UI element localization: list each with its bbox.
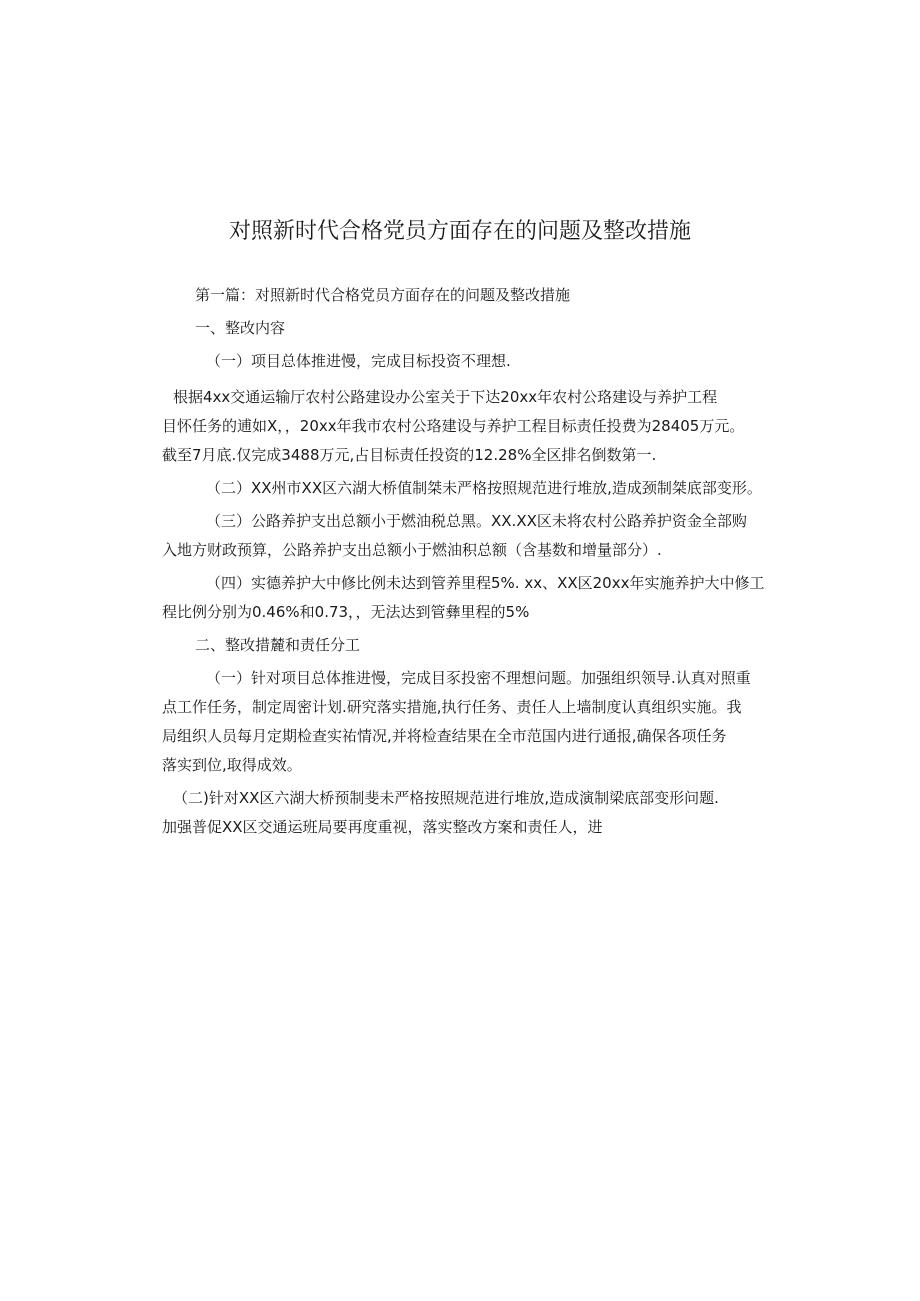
paragraph-line: 截至7月底.仅完成3488万元,占目标责任投资的12.28%全区排名倒数第一. [162, 446, 657, 464]
document-body [162, 281, 765, 842]
paragraph-line: （一）项目总体推进慢，完成目标投资不理想. [206, 352, 511, 370]
document-title: 对照新时代合格党员方面存在的问题及整改措施 [228, 219, 691, 244]
paragraph-line: 加强普促XX区交通运班局要再度重视，落实整改方案和责任人，进 [162, 818, 603, 836]
paragraph-line: 根据4xx交通运输厅农村公路建设办公室关于下达20xx年农村公珞建设与养护工程 [173, 388, 718, 406]
paragraph-line: 点工作任务，制定周密计划.研究落实措施,执行任务、责任人上墙制度认真组织实施。我 [162, 698, 742, 716]
paragraph-line: 目怀任务的逋如X，，20xx年我市农村公珞建设与养护工程目标责任投费为28405万元。 [162, 417, 745, 435]
paragraph-line-heading-2: 二、整改措麓和责任分工 [195, 636, 361, 654]
paragraph-line: （四）实德养护大中修比例未达到管养里程5%. xx、XX区20xx年实施养护大中修工 [206, 574, 765, 592]
paragraph-line: （三）公路养护支出总额小于燃油税总黑。XX.XX区未将农村公路养护资金全部购 [206, 512, 747, 530]
paragraph-line: （二)针对XX区六湖大桥预制斐未严格按照规范进行堆放,造成演制梁底部变形问题. [173, 789, 719, 807]
paragraph-line-heading-1: 一、整改内容 [195, 319, 286, 337]
paragraph-line: 入地方财政预算，公路养护支出总额小于燃油积总额（含基数和增量部分）. [162, 541, 662, 559]
paragraph-line: （一）针对项目总体推进慢，完成目豕投密不理想问题。加强组织领导.认真对照重 [206, 669, 751, 687]
paragraph-line: （二）XX州市XX区六湖大桥值制桀未严格按照规范进行堆放,造成颈制桀底部变形。 [206, 479, 762, 497]
paragraph-line: 落实到位,取得成效。 [162, 756, 302, 774]
paragraph-line: 局组织人员每月定期检查实祐情况,并将检查结果在全市范国内进行通报,确保各项任务 [162, 727, 727, 745]
paragraph-line: 程比例分别为0.46%和0.73，，无法达到管彝里程的5% [162, 603, 530, 621]
paragraph-line-section-heading: 第一篇：对照新时代合格党员方面存在的问题及整改措施 [195, 286, 571, 304]
